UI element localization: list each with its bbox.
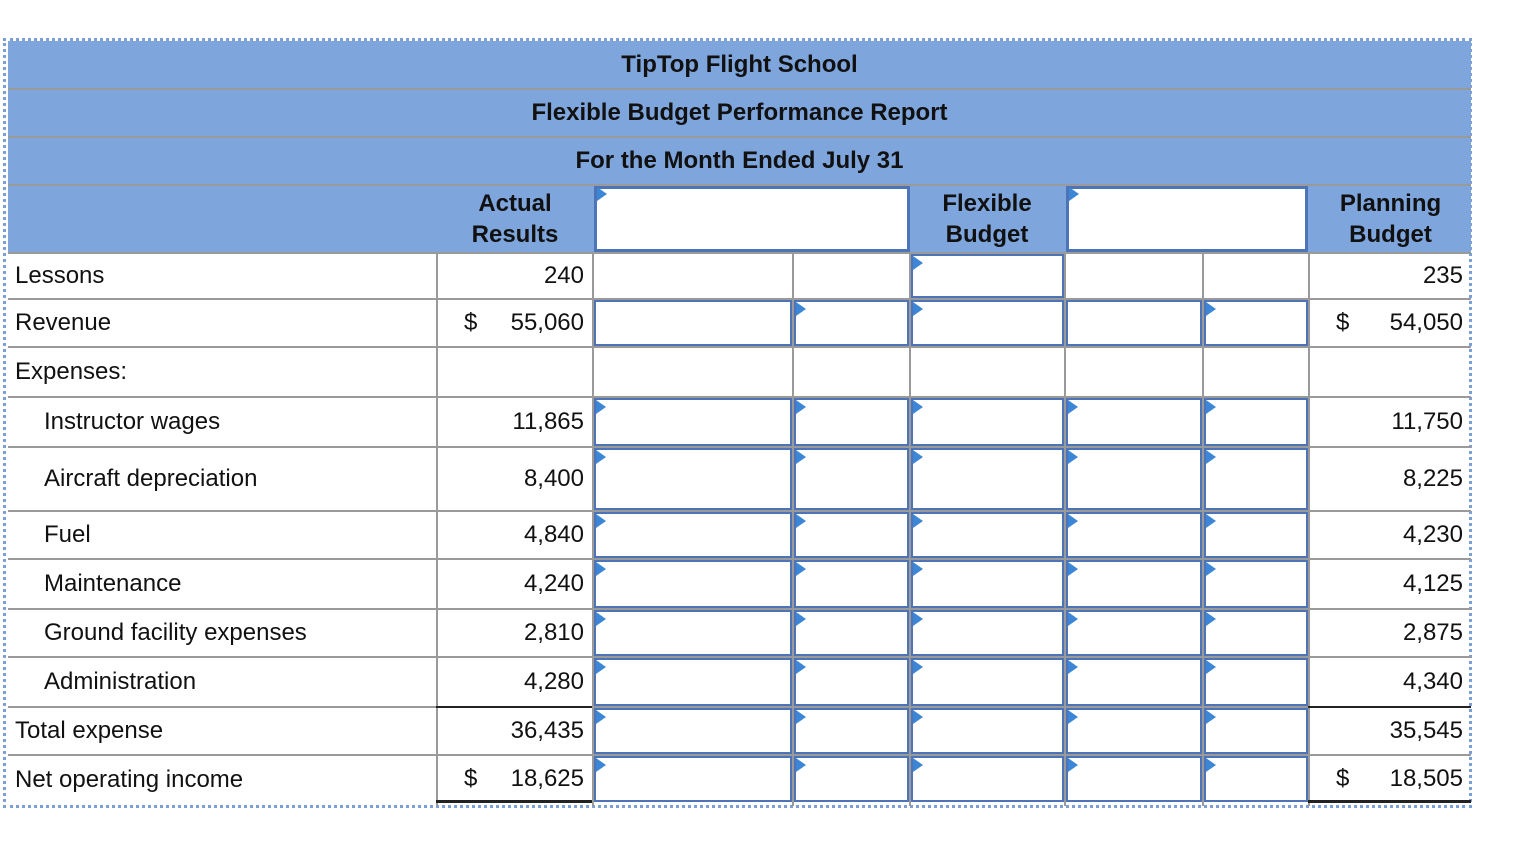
spending-variance-input[interactable] xyxy=(1066,448,1202,510)
flexible-budget-input[interactable] xyxy=(911,448,1064,510)
flexible-header-line2: Budget xyxy=(945,221,1029,248)
flexible-budget-input[interactable] xyxy=(911,398,1064,446)
dropdown-marker-icon[interactable] xyxy=(796,562,806,576)
dollar-sign: $ xyxy=(464,309,478,336)
spending-variance-label-input[interactable] xyxy=(1204,448,1308,510)
spending-variance-label-input[interactable] xyxy=(1204,658,1308,706)
dollar-sign: $ xyxy=(1336,765,1350,792)
planning-value: 54,050 xyxy=(1389,309,1463,336)
dropdown-marker-icon[interactable] xyxy=(1068,758,1078,772)
flexible-header-line1: Flexible xyxy=(942,190,1032,217)
dropdown-marker-icon[interactable] xyxy=(913,562,923,576)
activity-variance-input[interactable] xyxy=(594,658,792,706)
row-divider xyxy=(8,252,1471,254)
activity-variance-label-input[interactable] xyxy=(794,560,909,608)
flexible-budget-input[interactable] xyxy=(911,300,1064,346)
row-label-administration: Administration xyxy=(44,668,197,695)
activity-variance-input[interactable] xyxy=(594,560,792,608)
report-title: Flexible Budget Performance Report xyxy=(8,90,1471,138)
dropdown-marker-icon[interactable] xyxy=(913,660,923,674)
activity-variance-label-input[interactable] xyxy=(794,398,909,446)
flexible-budget-input[interactable] xyxy=(911,560,1064,608)
dropdown-marker-icon[interactable] xyxy=(1069,187,1079,201)
actual-value: 2,810 xyxy=(523,619,584,646)
activity-variance-input[interactable] xyxy=(594,708,792,754)
spending-variance-input[interactable] xyxy=(1066,610,1202,656)
actual-results-header xyxy=(438,186,592,252)
dropdown-marker-icon[interactable] xyxy=(796,612,806,626)
dropdown-marker-icon[interactable] xyxy=(1068,612,1078,626)
dropdown-marker-icon[interactable] xyxy=(596,612,606,626)
dropdown-marker-icon[interactable] xyxy=(1206,758,1216,772)
row-label-fuel: Fuel xyxy=(44,521,91,548)
company-name: TipTop Flight School xyxy=(8,41,1471,90)
actual-value: 4,280 xyxy=(523,668,584,695)
dropdown-marker-icon[interactable] xyxy=(1206,562,1216,576)
actual-value: 55,060 xyxy=(510,309,584,336)
planning-value: 8,225 xyxy=(1402,465,1463,492)
flexible-budget-input[interactable] xyxy=(911,658,1064,706)
activity-variance-label-input[interactable] xyxy=(794,708,909,754)
activity-variance-input[interactable] xyxy=(594,398,792,446)
dropdown-marker-icon[interactable] xyxy=(596,758,606,772)
dropdown-marker-icon[interactable] xyxy=(796,758,806,772)
dropdown-marker-icon[interactable] xyxy=(913,710,923,724)
planning-value: 4,125 xyxy=(1402,570,1463,597)
dropdown-marker-icon[interactable] xyxy=(597,187,607,201)
spending-variance-label-input[interactable] xyxy=(1204,560,1308,608)
planning-value: 4,340 xyxy=(1402,668,1463,695)
spending-variance-input[interactable] xyxy=(1066,300,1202,346)
activity-variance-input[interactable] xyxy=(594,610,792,656)
dropdown-marker-icon[interactable] xyxy=(596,710,606,724)
activity-variance-label-input[interactable] xyxy=(794,300,909,346)
dropdown-marker-icon[interactable] xyxy=(913,612,923,626)
spending-variance-input[interactable] xyxy=(1066,398,1202,446)
spending-variance-input[interactable] xyxy=(1066,560,1202,608)
dropdown-marker-icon[interactable] xyxy=(1206,302,1216,316)
spending-variance-input[interactable] xyxy=(1066,658,1202,706)
row-label-lessons: Lessons xyxy=(15,262,105,289)
dropdown-marker-icon[interactable] xyxy=(1068,710,1078,724)
planning-value: 11,750 xyxy=(1391,408,1463,435)
actual-value: 8,400 xyxy=(523,465,584,492)
dropdown-marker-icon[interactable] xyxy=(913,514,923,528)
flexible-budget-input[interactable] xyxy=(911,756,1064,802)
dropdown-marker-icon[interactable] xyxy=(1206,612,1216,626)
dropdown-marker-icon[interactable] xyxy=(796,400,806,414)
dropdown-marker-icon[interactable] xyxy=(596,450,606,464)
spending-variance-input[interactable] xyxy=(1066,756,1202,802)
dropdown-marker-icon[interactable] xyxy=(796,514,806,528)
dropdown-marker-icon[interactable] xyxy=(913,450,923,464)
dropdown-marker-icon[interactable] xyxy=(796,660,806,674)
activity-variance-input[interactable] xyxy=(594,300,792,346)
spending-variance-label-input[interactable] xyxy=(1204,610,1308,656)
row-label-instructor-wages: Instructor wages xyxy=(44,408,221,435)
actual-value: 18,625 xyxy=(510,765,584,792)
activity-variance-label-input[interactable] xyxy=(794,658,909,706)
activity-variance-input[interactable] xyxy=(594,448,792,510)
dropdown-marker-icon[interactable] xyxy=(796,710,806,724)
dropdown-marker-icon[interactable] xyxy=(596,660,606,674)
row-divider xyxy=(8,346,1471,348)
activity-variance-label-input[interactable] xyxy=(794,448,909,510)
planning-budget-header xyxy=(1310,186,1471,252)
planning-value: 4,230 xyxy=(1402,521,1463,548)
flexible-budget-input[interactable] xyxy=(911,512,1064,558)
actual-value: 240 xyxy=(543,262,584,289)
dropdown-marker-icon[interactable] xyxy=(596,400,606,414)
activity-variance-input[interactable] xyxy=(594,512,792,558)
dropdown-marker-icon[interactable] xyxy=(1068,660,1078,674)
row-label-ground-facility: Ground facility expenses xyxy=(44,619,307,646)
dropdown-marker-icon[interactable] xyxy=(1206,400,1216,414)
dropdown-marker-icon[interactable] xyxy=(596,562,606,576)
dropdown-marker-icon[interactable] xyxy=(1206,660,1216,674)
spending-variance-label-input[interactable] xyxy=(1204,756,1308,802)
activity-variance-label-input[interactable] xyxy=(794,756,909,802)
planning-header-line1: Planning xyxy=(1339,190,1442,217)
flexible-budget-input[interactable] xyxy=(911,708,1064,754)
activity-variance-label-input[interactable] xyxy=(794,512,909,558)
actual-header-line2: Results xyxy=(471,221,559,248)
spending-variance-label-input[interactable] xyxy=(1204,512,1308,558)
dropdown-marker-icon[interactable] xyxy=(913,758,923,772)
flexible-budget-input[interactable] xyxy=(911,610,1064,656)
spending-variance-label-input[interactable] xyxy=(1204,398,1308,446)
spending-variance-header-input[interactable] xyxy=(1066,186,1308,252)
actual-value: 4,240 xyxy=(523,570,584,597)
planning-value: 35,545 xyxy=(1389,717,1463,744)
planning-value: 18,505 xyxy=(1389,765,1463,792)
report-period: For the Month Ended July 31 xyxy=(8,138,1471,186)
dropdown-marker-icon[interactable] xyxy=(796,302,806,316)
dropdown-marker-icon[interactable] xyxy=(913,302,923,316)
dropdown-marker-icon[interactable] xyxy=(596,514,606,528)
planning-value: 2,875 xyxy=(1402,619,1463,646)
dropdown-marker-icon[interactable] xyxy=(1068,400,1078,414)
spending-variance-input[interactable] xyxy=(1066,512,1202,558)
dropdown-marker-icon[interactable] xyxy=(1206,450,1216,464)
spending-variance-input[interactable] xyxy=(1066,708,1202,754)
actual-header-line1: Actual xyxy=(478,190,552,217)
dropdown-marker-icon[interactable] xyxy=(1206,514,1216,528)
activity-variance-header-input[interactable] xyxy=(594,186,910,252)
dropdown-marker-icon[interactable] xyxy=(913,256,923,270)
actual-value: 36,435 xyxy=(510,717,584,744)
activity-variance-label-input[interactable] xyxy=(794,610,909,656)
row-label-maintenance: Maintenance xyxy=(44,570,182,597)
dropdown-marker-icon[interactable] xyxy=(1068,514,1078,528)
dollar-sign: $ xyxy=(464,765,478,792)
planning-value: 235 xyxy=(1422,262,1463,289)
row-label-total-expense: Total expense xyxy=(15,717,164,744)
activity-variance-input[interactable] xyxy=(594,756,792,802)
actual-value: 4,840 xyxy=(523,521,584,548)
row-label-expenses: Expenses: xyxy=(15,358,128,385)
row-label-revenue: Revenue xyxy=(15,309,112,336)
row-label-net-operating-income: Net operating income xyxy=(15,766,244,793)
actual-value: 11,865 xyxy=(512,408,584,435)
flexible-budget-header xyxy=(910,186,1064,252)
flexible-budget-input[interactable] xyxy=(911,254,1064,298)
dropdown-marker-icon[interactable] xyxy=(913,400,923,414)
dropdown-marker-icon[interactable] xyxy=(796,450,806,464)
dollar-sign: $ xyxy=(1336,309,1350,336)
dropdown-marker-icon[interactable] xyxy=(1068,562,1078,576)
row-label-aircraft-depreciation: Aircraft depreciation xyxy=(44,465,258,492)
dropdown-marker-icon[interactable] xyxy=(1068,450,1078,464)
spending-variance-label-input[interactable] xyxy=(1204,708,1308,754)
dropdown-marker-icon[interactable] xyxy=(1206,710,1216,724)
planning-header-line2: Budget xyxy=(1349,221,1432,248)
spending-variance-label-input[interactable] xyxy=(1204,300,1308,346)
